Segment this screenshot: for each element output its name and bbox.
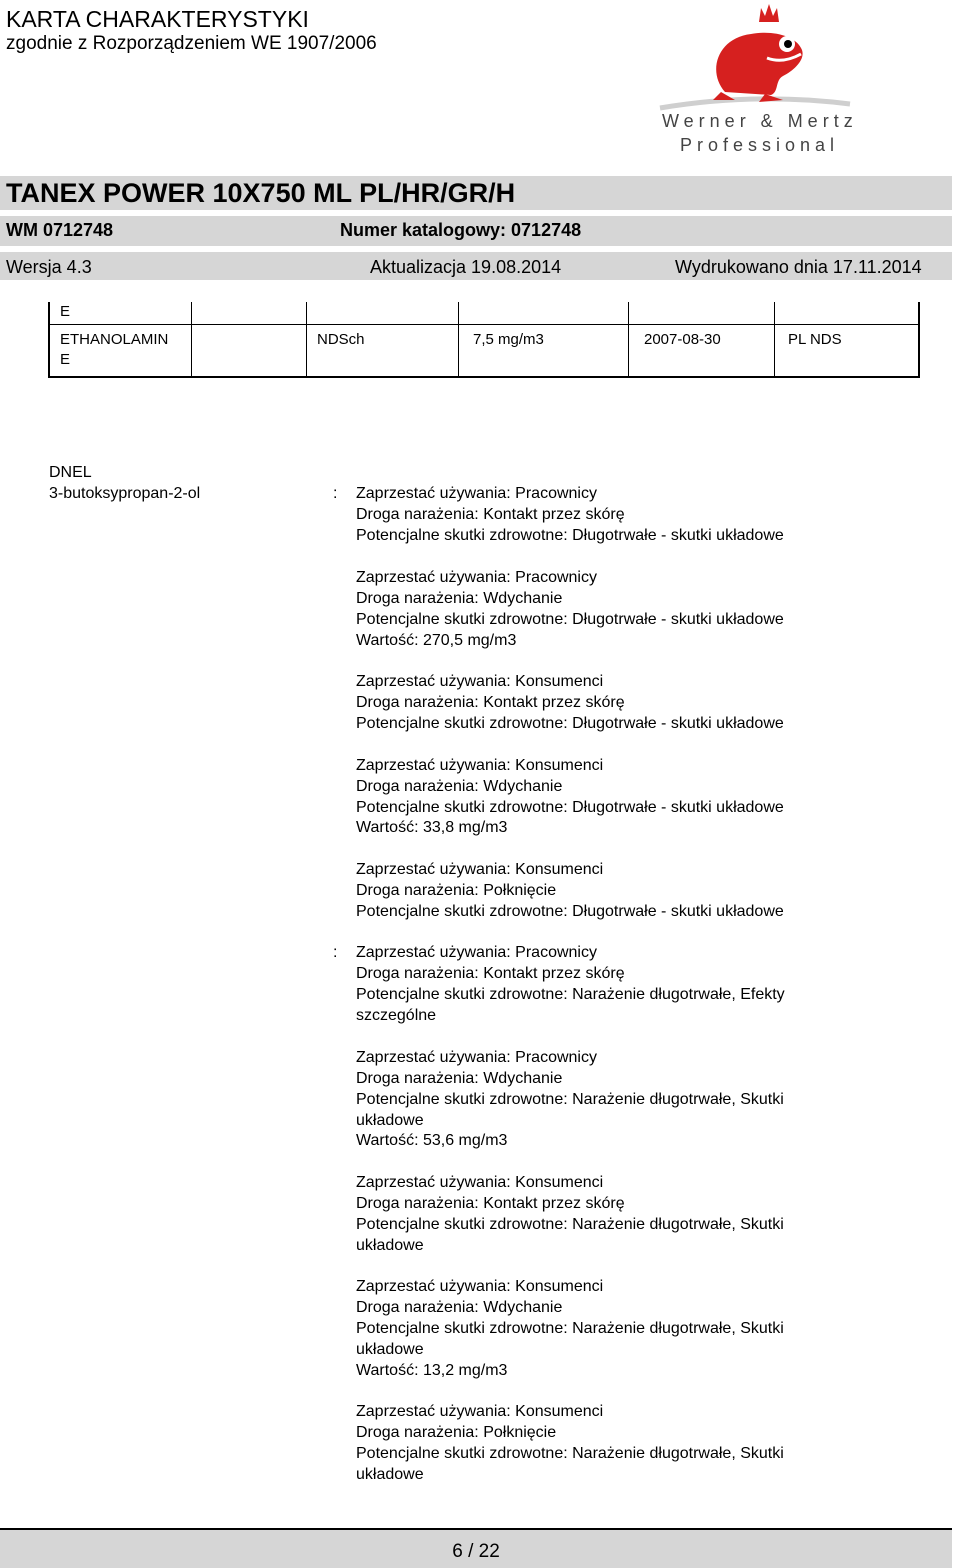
- table-row-divider: [50, 324, 918, 325]
- dnel-line: Droga narażenia: Połknięcie: [356, 882, 557, 899]
- print-date: Wydrukowano dnia 17.11.2014: [675, 257, 922, 277]
- dnel-line: Potencjalne skutki zdrowotne: Długotrwałe - skutki układowe: [356, 611, 784, 628]
- dnel-value: Wartość: 33,8 mg/m3: [356, 819, 508, 836]
- dnel-line: Zaprzestać używania: Konsumenci: [356, 673, 604, 690]
- product-band: [0, 176, 952, 210]
- dnel-colon: :: [333, 485, 338, 502]
- table-cell-type: NDSch: [317, 331, 365, 348]
- logo-brand-text: Werner & Mertz: [662, 111, 858, 131]
- dnel-line: Potencjalne skutki zdrowotne: Długotrwałe - skutki układowe: [356, 799, 784, 816]
- dnel-line: Droga narażenia: Kontakt przez skórę: [356, 506, 625, 523]
- dnel-line: Zaprzestać używania: Konsumenci: [356, 757, 604, 774]
- dnel-line: Droga narażenia: Kontakt przez skórę: [356, 694, 625, 711]
- update-date: Aktualizacja 19.08.2014: [370, 257, 562, 277]
- dnel-line: Zaprzestać używania: Konsumenci: [356, 1174, 604, 1191]
- table-divider: [191, 302, 192, 376]
- dnel-line: Droga narażenia: Wdychanie: [356, 1299, 563, 1316]
- logo-professional-text: Professional: [680, 135, 840, 155]
- dnel-line: układowe: [356, 1341, 424, 1358]
- dnel-line: Zaprzestać używania: Konsumenci: [356, 1278, 604, 1295]
- product-name: TANEX POWER 10X750 ML PL/HR/GR/H: [6, 178, 516, 208]
- page-number: 6 / 22: [452, 1541, 500, 1562]
- table-cell-basis: PL NDS: [788, 331, 842, 348]
- table-cell-value: 7,5 mg/m3: [473, 331, 544, 348]
- table-divider: [628, 302, 629, 376]
- dnel-line: Potencjalne skutki zdrowotne: Narażenie długotrwałe, Skutki: [356, 1320, 784, 1337]
- dnel-value: Wartość: 270,5 mg/m3: [356, 632, 517, 649]
- dnel-heading: DNEL: [49, 464, 92, 481]
- version: Wersja 4.3: [6, 257, 92, 277]
- table-divider: [774, 302, 775, 376]
- catalog-number: Numer katalogowy: 0712748: [340, 220, 582, 240]
- dnel-line: Potencjalne skutki zdrowotne: Długotrwałe - skutki układowe: [356, 715, 784, 732]
- table-divider: [306, 302, 307, 376]
- dnel-value: Wartość: 53,6 mg/m3: [356, 1132, 508, 1149]
- dnel-line: Zaprzestać używania: Pracownicy: [356, 944, 597, 961]
- dnel-line: Zaprzestać używania: Pracownicy: [356, 485, 597, 502]
- dnel-line: Potencjalne skutki zdrowotne: Długotrwałe - skutki układowe: [356, 527, 784, 544]
- dnel-line: Droga narażenia: Wdychanie: [356, 778, 563, 795]
- document-subtitle: zgodnie z Rozporządzeniem WE 1907/2006: [6, 33, 377, 54]
- dnel-line: układowe: [356, 1112, 424, 1129]
- version-band: [0, 252, 952, 280]
- wm-number: WM 0712748: [6, 220, 114, 240]
- dnel-line: Zaprzestać używania: Pracownicy: [356, 569, 597, 586]
- dnel-colon: :: [333, 944, 338, 961]
- document-title: KARTA CHARAKTERYSTYKI: [6, 6, 309, 32]
- dnel-line: Droga narażenia: Połknięcie: [356, 1424, 557, 1441]
- dnel-line: Droga narażenia: Wdychanie: [356, 590, 563, 607]
- table-cell-date: 2007-08-30: [644, 331, 721, 348]
- dnel-line: Potencjalne skutki zdrowotne: Narażenie długotrwałe, Skutki: [356, 1216, 784, 1233]
- exposure-limits-table: [48, 302, 920, 378]
- dnel-line: Zaprzestać używania: Konsumenci: [356, 1403, 604, 1420]
- identifier-band: [0, 216, 952, 246]
- dnel-line: Potencjalne skutki zdrowotne: Narażenie długotrwałe, Efekty: [356, 986, 785, 1003]
- dnel-line: układowe: [356, 1237, 424, 1254]
- table-cell-substance-cont: E: [60, 351, 71, 368]
- dnel-line: Zaprzestać używania: Konsumenci: [356, 861, 604, 878]
- table-divider: [458, 302, 459, 376]
- table-cell-continued: E: [60, 303, 71, 320]
- dnel-line: Potencjalne skutki zdrowotne: Narażenie długotrwałe, Skutki: [356, 1445, 784, 1462]
- dnel-line: Droga narażenia: Kontakt przez skórę: [356, 1195, 625, 1212]
- dnel-line: szczególne: [356, 1007, 437, 1024]
- dnel-line: Potencjalne skutki zdrowotne: Długotrwałe - skutki układowe: [356, 903, 784, 920]
- dnel-line: Droga narażenia: Wdychanie: [356, 1070, 563, 1087]
- dnel-line: Droga narażenia: Kontakt przez skórę: [356, 965, 625, 982]
- dnel-line: Zaprzestać używania: Pracownicy: [356, 1049, 597, 1066]
- table-cell-substance: ETHANOLAMIN: [60, 331, 169, 348]
- dnel-line: układowe: [356, 1466, 424, 1483]
- dnel-substance: 3-butoksypropan-2-ol: [49, 485, 201, 502]
- dnel-value: Wartość: 13,2 mg/m3: [356, 1362, 508, 1379]
- dnel-line: Potencjalne skutki zdrowotne: Narażenie długotrwałe, Skutki: [356, 1091, 784, 1108]
